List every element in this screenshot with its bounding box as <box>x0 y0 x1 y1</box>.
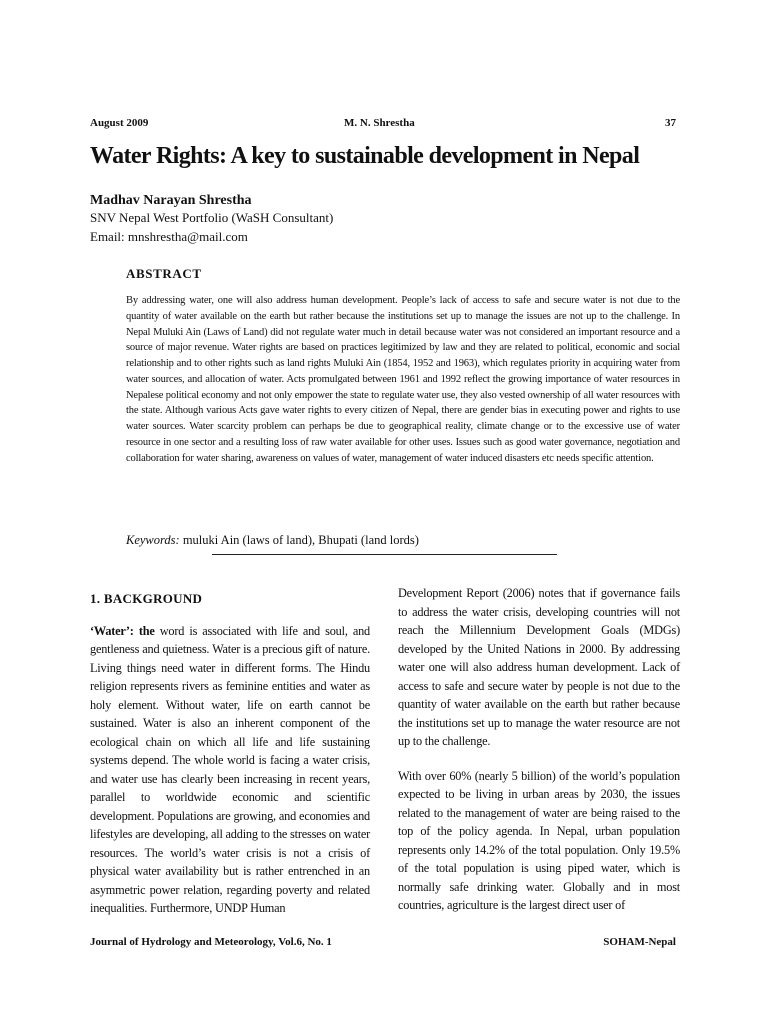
right-paragraph-2: With over 60% (nearly 5 billion) of the world’s population expected to be living in urban areas by 2030, the issues related to the management of water are being raised to the top of the policy agenda. In Nepal, urban population represents only 14.2% of the total population. Only 19.5% of the total population is using piped water, which is normally safe drinking water. Globally and in most countries, agriculture is the largest direct user of <box>398 768 680 912</box>
water-term: ‘Water’: the <box>90 623 155 638</box>
paper-title: Water Rights: A key to sustainable development in Nepal <box>90 143 640 169</box>
author-affiliation: SNV Nepal West Portfolio (WaSH Consultant) <box>90 210 334 225</box>
footer-journal: Journal of Hydrology and Meteorology, Vol.6, No. 1 <box>90 936 332 948</box>
keywords-text: muluki Ain (laws of land), Bhupati (land lords) <box>182 533 419 547</box>
author-name: Madhav Narayan Shrestha <box>90 193 252 208</box>
footer-publisher: SOHAM-Nepal <box>603 936 676 948</box>
keywords-label: Keywords: <box>126 533 180 547</box>
running-head <box>90 117 676 133</box>
section-heading: 1. BACKGROUND <box>90 591 203 606</box>
page-number: 37 <box>665 117 676 129</box>
author-email: Email: mnshrestha@mail.com <box>90 229 248 244</box>
running-head-date: August 2009 <box>90 117 149 129</box>
keywords <box>126 533 419 548</box>
left-paragraph-text: word is associated with life and soul, and gentleness and quietness. Water is a precious gift of nature. Living things need water in different forms. The Hindu religion represents rivers as feminine entities and water as holy element. Without water, life on earth cannot be sustained. Water is also an inherent component of the ecological chain on which all life and life sustaining systems depend. The whole world is facing a water crisis, and water use has clearly been increasing in recent years, parallel to worldwide economic and scientific development. Populations are growing, and economies and lifestyles are developing, all adding to the stresses on water resources. The world’s water crisis is not a crisis of physical water availability but is rather entrenched in an asymmetric power relation, regarding poverty and related inequalities. Furthermore, UNDP Human <box>90 623 370 915</box>
right-paragraph-1: Development Report (2006) notes that if governance fails to address the water crisis, developing countries will not reach the Millennium Development Goals (MDGs) developed by the United Nations in 2000. By addressing water one will also address human development. Lack of access to safe and secure water by people is not due to the quantity of water available on the earth but rather because the institutions set up to manage the water resource are not up to the challenge. <box>398 586 680 748</box>
right-column <box>398 584 680 915</box>
running-head-author: M. N. Shrestha <box>344 117 415 129</box>
divider-rule <box>212 554 557 555</box>
left-column <box>90 590 370 918</box>
page-footer <box>90 936 676 952</box>
abstract-heading: ABSTRACT <box>126 266 202 281</box>
left-paragraph <box>90 622 370 918</box>
abstract-text: By addressing water, one will also address human development. People’s lack of access to safe and secure water is not due to the quantity of water available on the earth but rather because the institutions set up to manage the issues are not up to the challenge. In Nepal Muluki Ain (Laws of Land) did not regulate water much in detail because water was not considered an important resource and a source of major revenue. Water rights are based on practices legitimized by law and they are related to political, economic and social relationship and to other rights such as land rights Muluki Ain (1854, 1952 and 1963), which regulates priority in acquiring water from water sources, and allocation of water. Acts promulgated between 1961 and 1992 reflect the growing importance of water resources in Nepalese political economy and not only empower the state to regulate water use, they also vested ownership of all water resources with the state. Although various Acts gave water rights to every citizen of Nepal, there are gender bias in executing power and rights to use water sources. Water scarcity problem can perhaps be due to geographical reality, climate change or to the excessive use of water resource in one sector and a resulting loss of raw water available for other uses. Issues such as good water governance, negotiation and collaboration for water sharing, awareness on values of water, management of water induced disasters etc needs specific attention. <box>126 295 680 464</box>
